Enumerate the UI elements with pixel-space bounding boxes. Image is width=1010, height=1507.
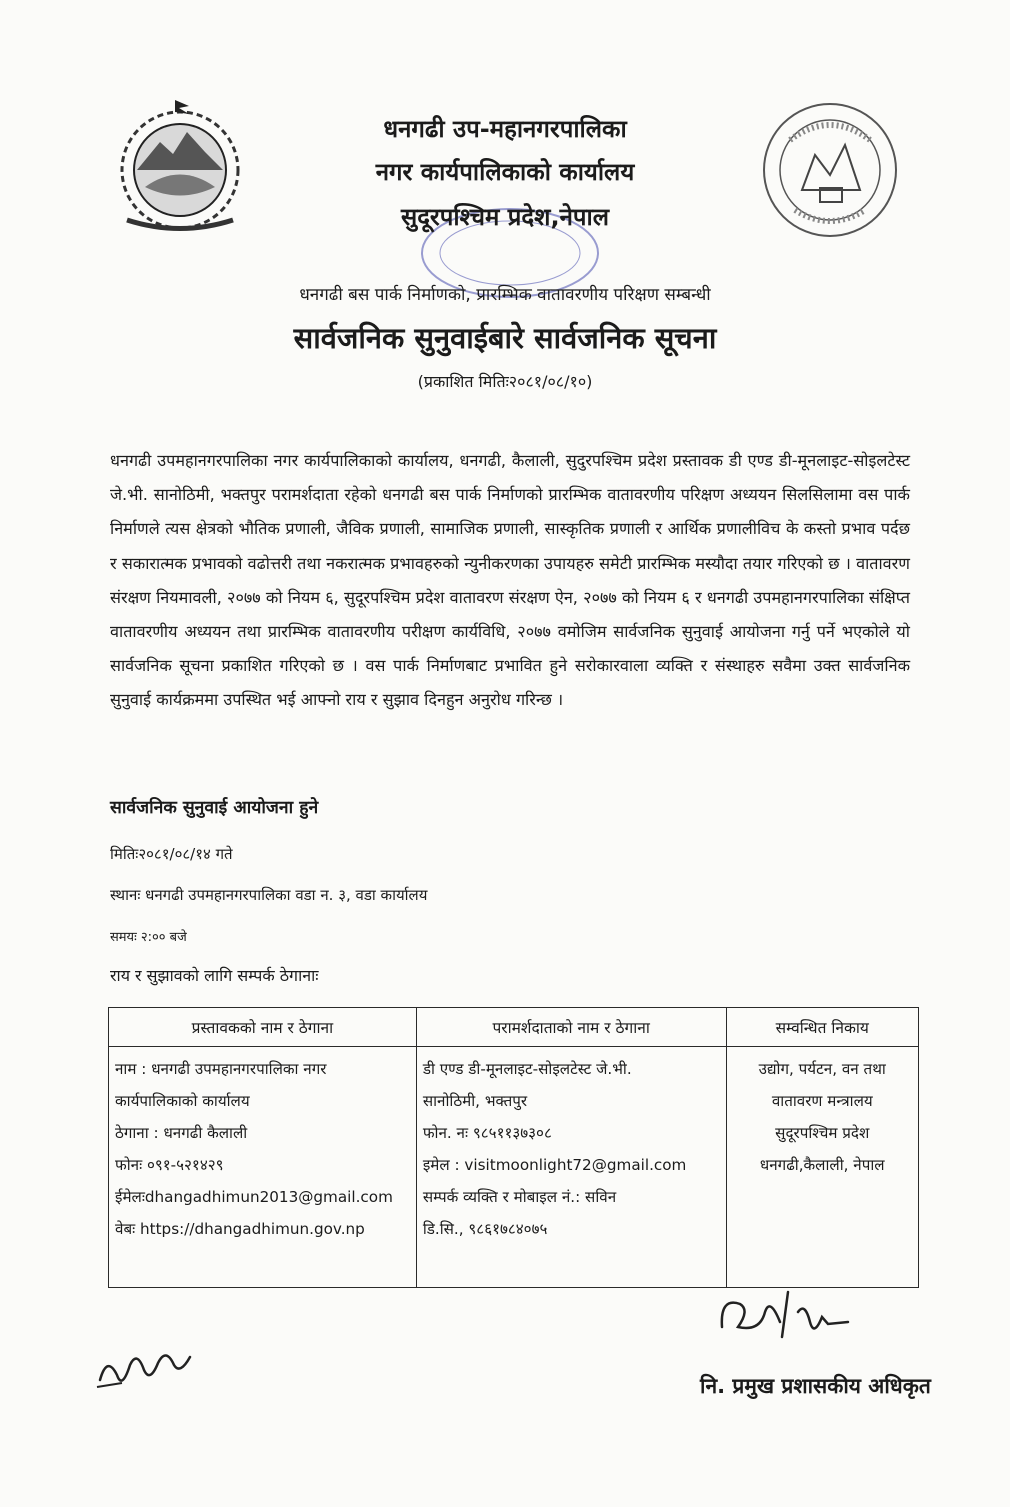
contact-table: [108, 1007, 919, 1288]
consultant-email: इमेल : visitmoonlight72@gmail.com: [422, 1156, 687, 1174]
consultant-mobile: डि.सि., ९८६१७८४०७५: [422, 1220, 548, 1238]
proposer-name: नाम : धनगढी उपमहानगरपालिका नगर: [115, 1060, 327, 1078]
municipality-name: धनगढी उप-महानगरपालिका: [383, 115, 627, 143]
signature-icon: [92, 1335, 202, 1395]
proposer-cell: [109, 1047, 417, 1288]
notice-title: सार्वजनिक सुनुवाईबारे सार्वजनिक सूचना: [293, 321, 717, 355]
consultant-address: सानोठिमी, भक्तपुर: [422, 1092, 528, 1110]
column-header-consultant: परामर्शदाताको नाम र ठेगाना: [416, 1008, 726, 1047]
agency-line-1: उद्योग, पर्यटन, वन तथा: [758, 1060, 886, 1078]
province-name: सुदूरपश्चिम प्रदेश,नेपाल: [400, 203, 610, 231]
consultant-cell: [416, 1047, 726, 1288]
proposer-website: वेबः https://dhangadhimun.gov.np: [115, 1220, 365, 1238]
proposer-address: ठेगाना : धनगढी कैलाली: [115, 1124, 248, 1142]
table-row: [109, 1047, 919, 1288]
agency-cell: [726, 1047, 919, 1288]
contact-heading: राय र सुझावको लागि सम्पर्क ठेगानाः: [110, 966, 319, 985]
agency-line-3: सुदूरपश्चिम प्रदेश: [775, 1124, 870, 1142]
hearing-heading: सार्वजनिक सुनुवाई आयोजना हुने: [110, 798, 319, 818]
column-header-proposer: प्रस्तावकको नाम र ठेगाना: [109, 1008, 417, 1047]
officer-designation: नि. प्रमुख प्रशासकीय अधिकृत: [700, 1374, 931, 1398]
proposer-office: कार्यपालिकाको कार्यालय: [115, 1092, 250, 1110]
notice-subject: धनगढी बस पार्क निर्माणको, प्रारम्भिक वातावरणीय परिक्षण सम्बन्धी: [299, 285, 711, 305]
notice-body: धनगढी उपमहानगरपालिका नगर कार्यपालिकाको कार्यालय, धनगढी, कैलाली, सुदुरपश्चिम प्रदेश प्रस्तावक डी एण्ड डी-मूनलाइट-सोइलटेस्ट जे.भी. सानोठिमी, भक्तपुर परामर्शदाता रहेको धनगढी बस पार्क निर्माणको प्रारम्भिक वातावरणीय परिक्षण अध्ययन सिलसिलामा वस पार्क निर्माणले त्यस क्षेत्रको भौतिक प्रणाली, जैविक प्रणाली, सामाजिक प्रणाली, सास्कृतिक प्रणाली र आर्थिक प्रणालीविच के कस्तो प्रभाव पर्दछ र सकारात्मक प्रभावको वढोत्तरी तथा नकरात्मक प्रभावहरुको न्युनीकरणका उपायहरु समेटी प्रारम्भिक मस्यौदा तयार गरिएको छ । वातावरण संरक्षण नियमावली, २०७७ को नियम ६, सुदूरपश्चिम प्रदेश वातावरण संरक्षण ऐन, २०७७ को नियम ६ र धनगढी उपमहानगरपालिका संक्षिप्त वातावरणीय अध्ययन तथा प्रारम्भिक वातावरणीय परीक्षण कार्यविधि, २०७७ वमोजिम सार्वजनिक सुनुवाई आयोजना गर्नु पर्ने भएकोले यो सार्वजनिक सूचना प्रकाशित गरिएको छ । वस पार्क निर्माणबाट प्रभावित हुने सरोकारवाला व्यक्ति र संस्थाहरु सवैमा उक्त सार्वजनिक सुनुवाई कार्यक्रममा उपस्थित भई आफ्नो राय र सुझाव दिनहुन अनुरोध गरिन्छ ।: [110, 451, 910, 710]
column-header-agency: सम्वन्धित निकाय: [726, 1008, 919, 1047]
hearing-time: समयः २:०० बजे: [110, 930, 187, 945]
proposer-phone: फोनः ०९१-५२१४२९: [115, 1156, 224, 1174]
signature-icon: [710, 1282, 860, 1352]
consultant-contact: सम्पर्क व्यक्ति र मोबाइल नं.: सविन: [422, 1188, 617, 1206]
office-name: नगर कार्यपालिकाको कार्यालय: [375, 158, 635, 186]
agency-line-4: धनगढी,कैलाली, नेपाल: [759, 1156, 885, 1174]
hearing-date: मितिः२०८१/०८/१४ गते: [110, 845, 233, 863]
table-header-row: [109, 1008, 919, 1047]
consultant-phone: फोन. नः ९८५११३७३०८: [422, 1124, 552, 1142]
hearing-place: स्थानः धनगढी उपमहानगरपालिका वडा न. ३, वडा कार्यालय: [110, 886, 428, 904]
consultant-name: डी एण्ड डी-मूनलाइट-सोइलटेस्ट जे.भी.: [422, 1060, 632, 1078]
published-date: (प्रकाशित मितिः२०८१/०८/१०): [417, 372, 593, 391]
agency-line-2: वातावरण मन्त्रालय: [771, 1092, 873, 1110]
proposer-email: ईमेलःdhangadhimun2013@gmail.com: [115, 1188, 393, 1206]
